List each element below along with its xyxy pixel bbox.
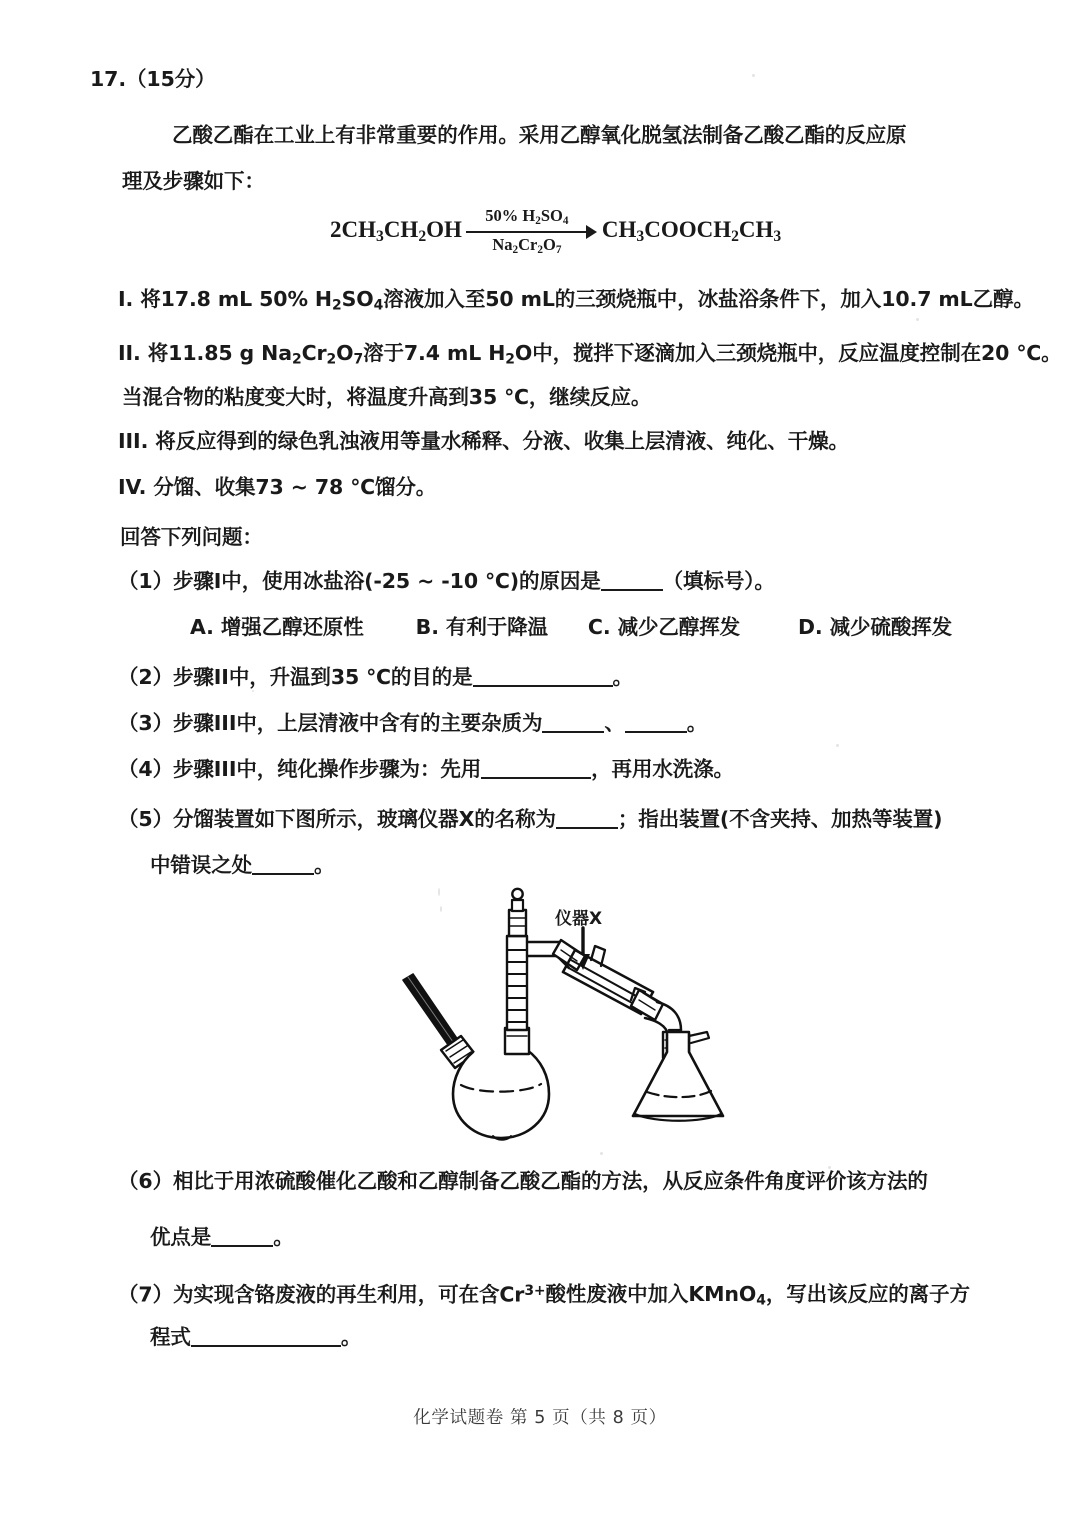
answer-blank-q4[interactable]	[481, 777, 591, 779]
page-footer: 化学试题卷 第 5 页（共 8 页）	[413, 1408, 667, 1428]
intro-line-1: 乙酸乙酯在工业上有非常重要的作用。采用乙醇氧化脱氢法制备乙酸乙酯的反应原	[172, 123, 907, 147]
scan-speckle	[600, 1152, 603, 1155]
question-4-text: （4）步骤III中，纯化操作步骤为：先用	[118, 757, 482, 781]
intro-line-2: 理及步骤如下：	[122, 169, 265, 193]
step-2-line-1: II. 将11.85 g $Na_2Cr_2O_7$溶于7.4 mL $H_2O$中，搅拌下逐滴加入三颈烧瓶中，反应温度控制在20 ℃。	[118, 341, 1062, 368]
answer-blank-q2[interactable]	[473, 685, 613, 687]
question-2-text: （2）步骤II中，升温到35 ℃的目的是	[118, 665, 473, 689]
question-1-options	[190, 604, 952, 650]
question-5-text-2: 中错误之处	[150, 853, 252, 877]
question-3	[118, 700, 707, 746]
question-3-suffix: 。	[686, 711, 708, 735]
question-7-line-2	[150, 1314, 361, 1360]
question-3-separator: 、	[604, 711, 625, 735]
question-7-suffix: 酸性废液中加入KMnO$_4$，写出该反应的离子方	[545, 1282, 970, 1309]
question-2	[118, 654, 633, 700]
question-5-text: （5）分馏装置如下图所示，玻璃仪器X的名称为	[118, 807, 556, 831]
question-5-line-1	[118, 796, 942, 842]
equation-condition-below: $Na_2Cr_2O_7$	[492, 235, 562, 256]
question-7-text-2: 程式	[150, 1325, 191, 1349]
condenser-outlet-joint	[631, 990, 663, 1020]
question-5-suffix-2: 。	[314, 853, 335, 877]
option-d[interactable]: D. 减少硫酸挥发	[798, 615, 953, 639]
answer-blank-q7[interactable]	[191, 1345, 341, 1347]
answer-blank-q3-a[interactable]	[542, 731, 604, 733]
apparatus-label-instrument-x: 仪器X	[555, 909, 603, 929]
question-6-line-1: （6）相比于用浓硫酸催化乙酸和乙醇制备乙酸乙酯的方法，从反应条件角度评价该方法的	[118, 1169, 928, 1193]
option-b[interactable]: B. 有利于降温	[415, 615, 548, 639]
fractionating-column	[507, 936, 527, 1030]
equation-reactant: $2CH_3CH_2OH$	[330, 216, 462, 245]
distillation-apparatus-figure	[395, 880, 735, 1142]
answer-prompt: 回答下列问题：	[120, 525, 263, 549]
option-a[interactable]: A. 增强乙醇还原性	[190, 615, 364, 639]
question-4	[118, 746, 734, 792]
round-bottom-flask	[453, 1050, 549, 1140]
equation-condition-above: 50% $H_2SO_4$	[485, 206, 569, 227]
question-6-suffix: 。	[273, 1225, 294, 1249]
question-3-text: （3）步骤III中，上层清液中含有的主要杂质为	[118, 711, 543, 735]
chromium-charge: 3+	[524, 1283, 546, 1299]
question-7-suffix-2: 。	[340, 1325, 362, 1349]
answer-blank-q5-a[interactable]	[556, 827, 618, 829]
question-2-suffix: 。	[612, 665, 633, 689]
question-6-text: 优点是	[150, 1225, 212, 1249]
question-1-suffix: （填标号）。	[662, 569, 775, 593]
question-1-text: （1）步骤I中，使用冰盐浴(-25 ~ -10 ℃)的原因是	[118, 569, 601, 593]
question-4-suffix: ，再用水洗涤。	[591, 757, 734, 781]
question-7-text: （7）为实现含铬废液的再生利用，可在含Cr	[118, 1282, 525, 1307]
scan-speckle	[836, 744, 839, 747]
question-5-line-2	[150, 842, 334, 888]
arrow-shaft	[466, 231, 588, 233]
step-4: IV. 分馏、收集73 ~ 78 ℃馏分。	[118, 475, 437, 499]
question-6-line-2	[150, 1214, 294, 1260]
step-3: III. 将反应得到的绿色乳浊液用等量水稀释、分液、收集上层清液、纯化、干燥。	[118, 429, 849, 453]
column-head-stopper	[509, 889, 526, 936]
answer-blank-q3-b[interactable]	[625, 731, 687, 733]
step-1: I. 将17.8 mL 50% $H_2SO_4$溶液加入至50 mL的三颈烧瓶中，冰盐浴条件下，加入10.7 mL乙醇。	[118, 287, 1034, 314]
erlenmeyer-flask	[633, 1034, 723, 1121]
answer-blank-q1[interactable]	[601, 589, 663, 591]
question-1	[118, 558, 775, 604]
option-c[interactable]: C. 减少乙醇挥发	[587, 615, 740, 639]
scan-speckle	[752, 74, 755, 77]
answer-blank-q6[interactable]	[211, 1245, 273, 1247]
question-number: 17.（15分）	[90, 67, 216, 91]
answer-blank-q5-b[interactable]	[252, 873, 314, 875]
step-2-line-2: 当混合物的粘度变大时，将温度升高到35 ℃，继续反应。	[122, 385, 652, 409]
equation-arrow	[466, 205, 598, 257]
reaction-equation	[330, 205, 781, 257]
equation-product: $CH_3COOCH_2CH_3$	[601, 216, 782, 245]
question-5-suffix: ；指出装置(不含夹持、加热等装置)	[617, 807, 943, 831]
flask-neck-joint	[505, 1028, 529, 1054]
